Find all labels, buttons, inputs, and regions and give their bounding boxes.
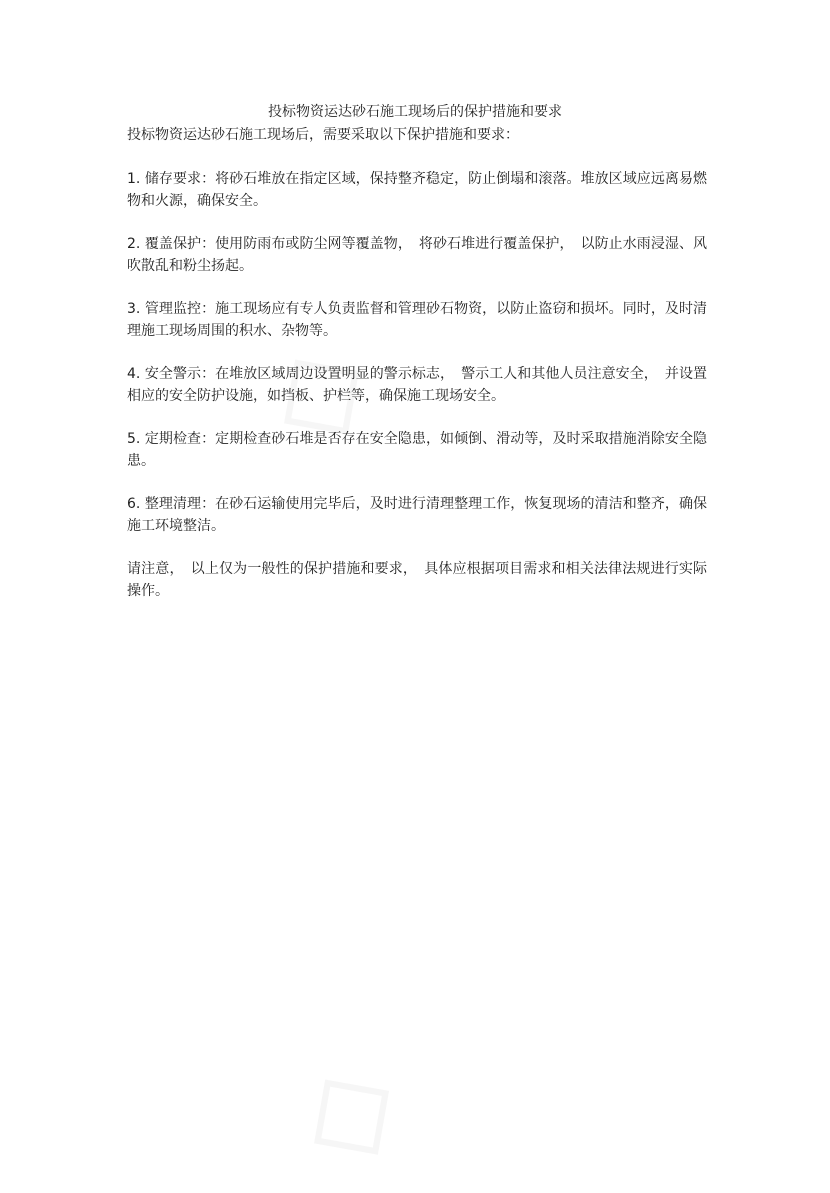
list-item: 6. 整理清理：在砂石运输使用完毕后，及时进行清理整理工作，恢复现场的清洁和整齐，确保施工环境整洁。 [127,496,707,534]
intro-paragraph: 投标物资运达砂石施工现场后，需要采取以下保护措施和要求： [127,127,519,143]
document-body [127,124,707,602]
list-item: 1. 储存要求：将砂石堆放在指定区域，保持整齐稳定，防止倒塌和滚落。堆放区域应远离易燃物和火源，确保安全。 [127,171,707,209]
list-item: 4. 安全警示：在堆放区域周边设置明显的警示标志， 警示工人和其他人员注意安全， 并设置相应的安全防护设施，如挡板、护栏等，确保施工现场安全。 [127,366,707,404]
closing-paragraph: 请注意， 以上仅为一般性的保护措施和要求， 具体应根据项目需求和相关法律法规进行实际操作。 [127,561,707,599]
list-item: 2. 覆盖保护：使用防雨布或防尘网等覆盖物， 将砂石堆进行覆盖保护， 以防止水雨浸湿、风吹散乱和粉尘扬起。 [127,236,707,274]
list-item: 3. 管理监控：施工现场应有专人负责监督和管理砂石物资，以防止盗窃和损坏。同时，及时清理施工现场周围的积水、杂物等。 [127,301,707,339]
watermark [268,1026,423,1193]
list-item: 5. 定期检查：定期检查砂石堆是否存在安全隐患，如倾倒、滑动等，及时采取措施消除安全隐患。 [127,431,707,469]
document-title: 投标物资运达砂石施工现场后的保护措施和要求 [268,104,562,120]
